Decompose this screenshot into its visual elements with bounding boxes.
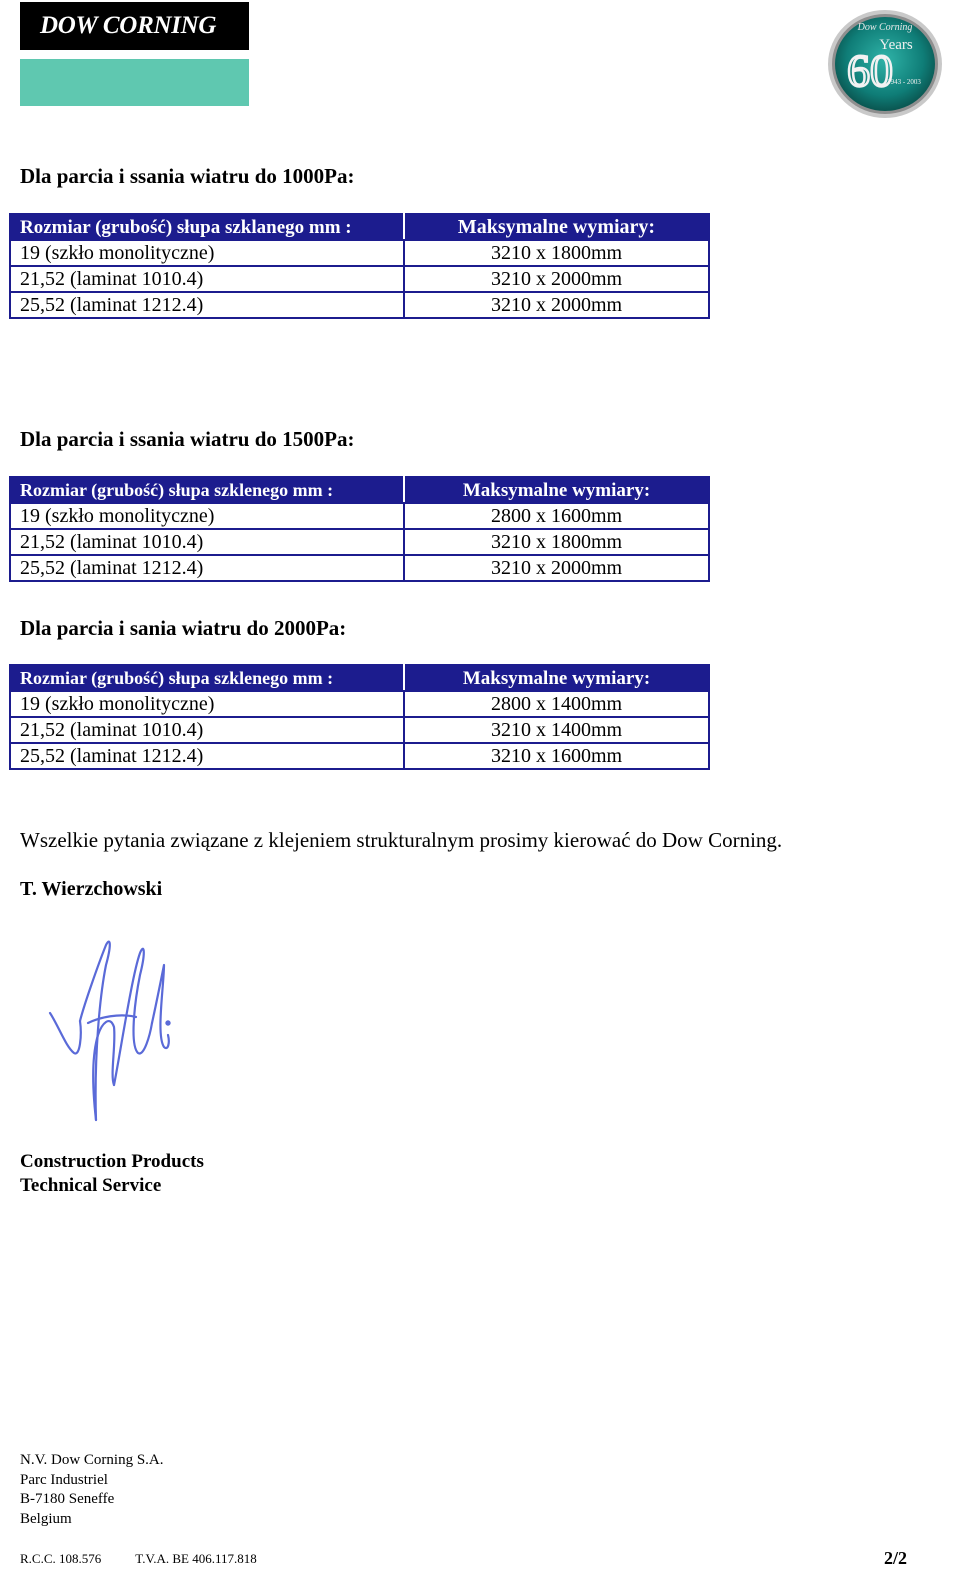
department-line: Construction Products <box>20 1151 204 1172</box>
cell-dimensions: 3210 x 1800mm <box>404 529 709 555</box>
section-title-2000pa: Dla parcia i sania wiatru do 2000Pa: <box>20 616 347 640</box>
table-row <box>10 555 709 581</box>
registration-numbers <box>20 1551 257 1567</box>
svg-text:60: 60 <box>847 45 893 96</box>
column-header-max-dimensions: Maksymalne wymiary: <box>404 665 709 691</box>
cell-dimensions: 3210 x 1800mm <box>404 240 709 266</box>
anniversary-seal-icon <box>826 8 944 120</box>
cell-size: 25,52 (laminat 1212.4) <box>10 292 404 318</box>
cell-dimensions: 2800 x 1400mm <box>404 691 709 717</box>
company-address <box>20 1451 164 1529</box>
table-header-row <box>10 477 709 503</box>
cell-dimensions: 3210 x 1600mm <box>404 743 709 769</box>
logo-teal-bar <box>20 59 249 106</box>
cell-size: 19 (szkło monolityczne) <box>10 503 404 529</box>
column-header-size: Rozmiar (grubość) słupa szklenego mm : <box>10 665 404 691</box>
section-title-1000pa: Dla parcia i ssania wiatru do 1000Pa: <box>20 164 355 188</box>
address-line: B-7180 Seneffe <box>20 1491 115 1507</box>
cell-size: 25,52 (laminat 1212.4) <box>10 743 404 769</box>
table-2000pa <box>9 664 710 770</box>
svg-text:1943 - 2003: 1943 - 2003 <box>887 78 921 86</box>
table-row <box>10 691 709 717</box>
cell-size: 25,52 (laminat 1212.4) <box>10 555 404 581</box>
page-number: 2/2 <box>884 1548 908 1568</box>
cell-dimensions: 3210 x 2000mm <box>404 555 709 581</box>
svg-text:Years: Years <box>879 37 913 53</box>
cell-size: 19 (szkło monolityczne) <box>10 691 404 717</box>
cell-dimensions: 2800 x 1600mm <box>404 503 709 529</box>
table-row <box>10 529 709 555</box>
department <box>20 1150 204 1198</box>
cell-dimensions: 3210 x 2000mm <box>404 292 709 318</box>
table-header-row <box>10 214 709 240</box>
table-header-row <box>10 665 709 691</box>
closing-sentence: Wszelkie pytania związane z klejeniem strukturalnym prosimy kierować do Dow Corning. <box>20 828 783 852</box>
table-1500pa <box>9 476 710 582</box>
dow-corning-logo: DOW CORNING <box>20 2 249 50</box>
address-line: Belgium <box>20 1510 72 1527</box>
column-header-size: Rozmiar (grubość) słupa szklanego mm : <box>10 214 404 240</box>
tva-number: T.V.A. BE 406.117.818 <box>135 1551 257 1566</box>
cell-dimensions: 3210 x 1400mm <box>404 717 709 743</box>
svg-text:Dow Corning: Dow Corning <box>857 22 913 33</box>
address-line: Parc Industriel <box>20 1471 108 1488</box>
table-row <box>10 503 709 529</box>
address-line: N.V. Dow Corning S.A. <box>20 1452 164 1468</box>
column-header-size: Rozmiar (grubość) słupa szklenego mm : <box>10 477 404 503</box>
column-header-max-dimensions: Maksymalne wymiary: <box>404 477 709 503</box>
table-row <box>10 266 709 292</box>
section-title-1500pa: Dla parcia i ssania wiatru do 1500Pa: <box>20 427 355 451</box>
cell-dimensions: 3210 x 2000mm <box>404 266 709 292</box>
cell-size: 21,52 (laminat 1010.4) <box>10 717 404 743</box>
cell-size: 21,52 (laminat 1010.4) <box>10 529 404 555</box>
department-line: Technical Service <box>20 1175 162 1196</box>
author-name: T. Wierzchowski <box>20 878 163 900</box>
table-1000pa <box>9 213 710 319</box>
table-row <box>10 292 709 318</box>
table-row <box>10 743 709 769</box>
column-header-max-dimensions: Maksymalne wymiary: <box>404 214 709 240</box>
cell-size: 19 (szkło monolityczne) <box>10 240 404 266</box>
rcc-number: R.C.C. 108.576 <box>20 1551 102 1566</box>
handwritten-signature-icon <box>40 935 180 1130</box>
cell-size: 21,52 (laminat 1010.4) <box>10 266 404 292</box>
table-row <box>10 240 709 266</box>
table-row <box>10 717 709 743</box>
